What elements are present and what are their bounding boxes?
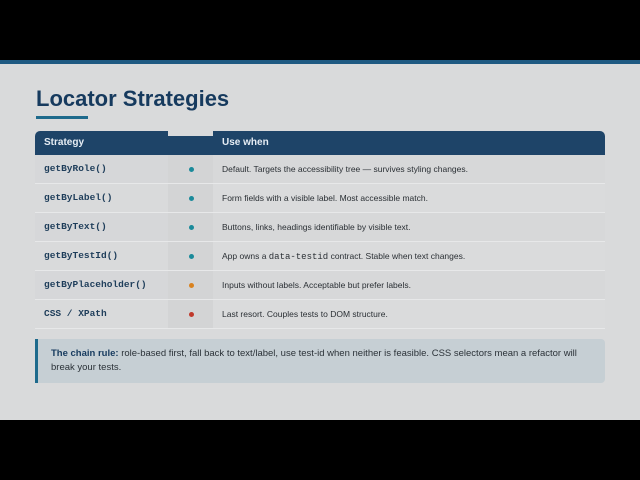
callout-label: The chain rule: bbox=[51, 348, 119, 359]
status-dot-icon bbox=[189, 312, 194, 317]
slide-top-bar bbox=[0, 60, 640, 64]
use-when-text: Last resort. Couples tests to DOM structure. bbox=[213, 300, 605, 328]
use-when-text: Default. Targets the accessibility tree — survives styling changes. bbox=[213, 155, 605, 183]
status-dot-icon bbox=[189, 167, 194, 172]
table-row bbox=[35, 300, 605, 329]
status-dot-icon bbox=[189, 283, 194, 288]
strategy-name: getByLabel() bbox=[35, 184, 168, 212]
chain-rule-callout bbox=[35, 339, 605, 383]
table-row bbox=[35, 271, 605, 300]
use-when-text: App owns a data-testid contract. Stable when text changes. bbox=[213, 242, 605, 270]
slide bbox=[0, 60, 640, 420]
strategy-name: getByPlaceholder() bbox=[35, 271, 168, 299]
header-indicator bbox=[168, 136, 213, 155]
strategy-name: getByRole() bbox=[35, 155, 168, 183]
table-row bbox=[35, 213, 605, 242]
callout-text: role-based first, fall back to text/label, use test-id when neither is feasible. CSS selectors mean a refactor will break your tests. bbox=[51, 348, 577, 373]
table-row bbox=[35, 155, 605, 184]
use-when-text: Inputs without labels. Acceptable but prefer labels. bbox=[213, 271, 605, 299]
status-dot-icon bbox=[189, 254, 194, 259]
use-when-text: Form fields with a visible label. Most accessible match. bbox=[213, 184, 605, 212]
title-underline bbox=[36, 116, 88, 119]
strategy-table bbox=[35, 155, 605, 329]
header-use-when: Use when bbox=[213, 131, 605, 155]
status-dot-icon bbox=[189, 225, 194, 230]
table-row bbox=[35, 184, 605, 213]
status-dot-icon bbox=[189, 196, 194, 201]
header-strategy: Strategy bbox=[35, 131, 168, 155]
strategy-name: getByText() bbox=[35, 213, 168, 241]
inline-code: data-testid bbox=[268, 252, 329, 262]
table-row bbox=[35, 242, 605, 271]
slide-title: Locator Strategies bbox=[36, 86, 230, 111]
strategy-name: getByTestId() bbox=[35, 242, 168, 270]
strategy-name: CSS / XPath bbox=[35, 300, 168, 328]
use-when-text: Buttons, links, headings identifiable by visible text. bbox=[213, 213, 605, 241]
